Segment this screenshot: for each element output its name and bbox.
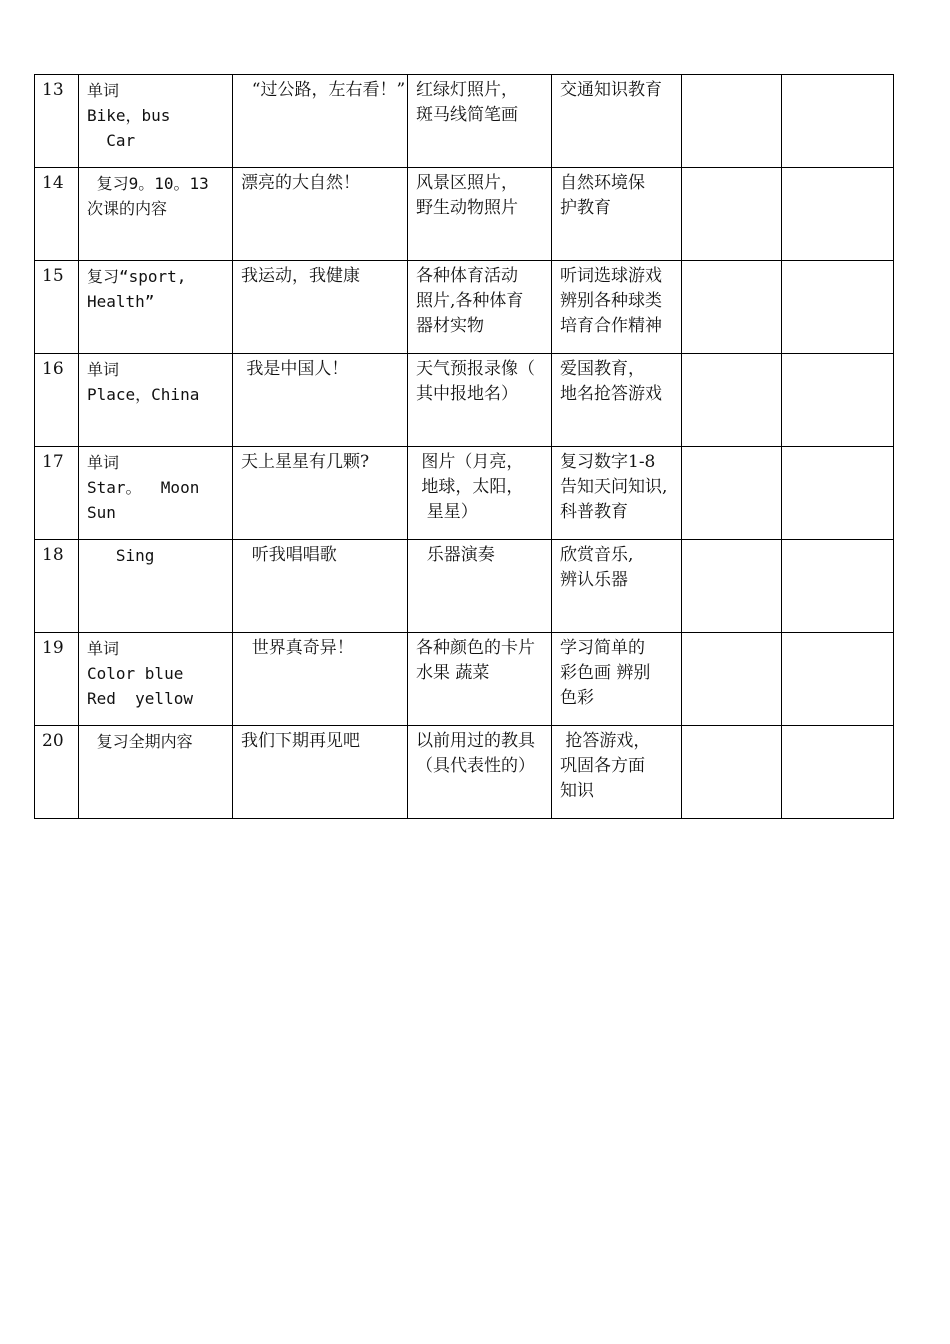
lesson-plan-table — [34, 74, 894, 819]
lesson-number-cell: 16 — [35, 354, 79, 447]
lesson-theme-cell — [233, 633, 408, 726]
cell-text-line: 单词 — [87, 453, 120, 472]
lesson-theme-cell — [233, 75, 408, 168]
lesson-materials-cell — [408, 354, 552, 447]
lesson-number-cell: 19 — [35, 633, 79, 726]
lesson-goals-cell — [552, 261, 682, 354]
blank-cell — [682, 354, 782, 447]
blank-cell — [782, 633, 894, 726]
cell-text-line: 单词 — [87, 360, 120, 379]
lesson-materials-cell — [408, 75, 552, 168]
cell-text-line: 欣赏音乐, — [560, 545, 634, 565]
lesson-goals-cell — [552, 633, 682, 726]
lesson-materials-cell — [408, 168, 552, 261]
cell-text-line: 照片,各种体育 — [416, 291, 524, 311]
cell-text-line: 知识 — [560, 781, 594, 801]
lesson-content-cell — [79, 540, 233, 633]
lesson-theme-cell — [233, 261, 408, 354]
table-row — [35, 261, 894, 354]
lesson-theme-cell — [233, 726, 408, 819]
lesson-materials-cell — [408, 261, 552, 354]
lesson-number-cell: 17 — [35, 447, 79, 540]
cell-text-line: 各种颜色的卡片 — [416, 638, 535, 658]
cell-text-line: 培育合作精神 — [560, 316, 662, 336]
cell-text-line: 世界真奇异！ — [241, 638, 354, 658]
lesson-materials-cell — [408, 726, 552, 819]
cell-text-line: 交通知识教育 — [560, 80, 662, 100]
blank-cell — [782, 354, 894, 447]
blank-cell — [682, 75, 782, 168]
table-row — [35, 540, 894, 633]
blank-cell — [782, 726, 894, 819]
blank-cell — [682, 447, 782, 540]
cell-text-line: Red yellow — [87, 689, 193, 708]
cell-text-line: 学习简单的 — [560, 638, 645, 658]
table-row — [35, 354, 894, 447]
cell-text-line: 各种体育活动 — [416, 266, 518, 286]
blank-cell — [782, 447, 894, 540]
lesson-content-cell — [79, 354, 233, 447]
cell-text-line: 巩固各方面 — [560, 756, 645, 776]
cell-text-line: 以前用过的教具 — [416, 731, 535, 751]
blank-cell — [782, 540, 894, 633]
cell-text-line: 自然环境保 — [560, 173, 645, 193]
cell-text-line: 地名抢答游戏 — [560, 384, 662, 404]
cell-text-line: Color blue — [87, 664, 184, 683]
blank-cell — [782, 261, 894, 354]
lesson-content-cell — [79, 75, 233, 168]
lesson-goals-cell — [552, 75, 682, 168]
table-row — [35, 633, 894, 726]
cell-text-line: 彩色画 辨别 — [560, 663, 651, 683]
cell-text-line: 水果 蔬菜 — [416, 663, 490, 683]
blank-cell — [682, 726, 782, 819]
cell-text-line: Health” — [87, 292, 155, 311]
blank-cell — [682, 633, 782, 726]
cell-text-line: 地球，太阳， — [416, 477, 524, 497]
table-row — [35, 75, 894, 168]
lesson-number-cell: 15 — [35, 261, 79, 354]
lesson-number-cell: 18 — [35, 540, 79, 633]
cell-text-line: “过公路，左右看！” — [241, 80, 406, 100]
lesson-materials-cell — [408, 633, 552, 726]
cell-text-line: Car — [87, 131, 136, 150]
cell-text-line: 图片（月亮， — [416, 452, 524, 472]
lesson-content-cell — [79, 726, 233, 819]
lesson-goals-cell — [552, 168, 682, 261]
lesson-number-cell: 20 — [35, 726, 79, 819]
cell-text-line: 告知天问知识, — [560, 477, 668, 497]
lesson-goals-cell — [552, 447, 682, 540]
cell-text-line: Place，China — [87, 385, 200, 404]
table-row — [35, 168, 894, 261]
lesson-content-cell — [79, 447, 233, 540]
cell-text-line: 乐器演奏 — [416, 545, 495, 565]
blank-cell — [682, 261, 782, 354]
table-row — [35, 447, 894, 540]
cell-text-line: 漂亮的大自然！ — [241, 173, 360, 193]
cell-text-line: 复习9。10。13 — [87, 174, 209, 193]
lesson-materials-cell — [408, 540, 552, 633]
cell-text-line: 我们下期再见吧 — [241, 731, 360, 751]
cell-text-line: 天上星星有几颗? — [241, 452, 370, 472]
table-body — [35, 75, 894, 819]
cell-text-line: 单词 — [87, 639, 120, 658]
lesson-content-cell — [79, 261, 233, 354]
lesson-goals-cell — [552, 540, 682, 633]
cell-text-line: 天气预报录像（ — [416, 359, 535, 379]
cell-text-line: 星星） — [416, 502, 478, 522]
lesson-theme-cell — [233, 168, 408, 261]
cell-text-line: 复习数字1-8 — [560, 452, 656, 472]
cell-text-line: 辨认乐器 — [560, 570, 628, 590]
cell-text-line: 野生动物照片 — [416, 198, 518, 218]
lesson-content-cell — [79, 633, 233, 726]
cell-text-line: 单词 — [87, 81, 120, 100]
blank-cell — [682, 540, 782, 633]
cell-text-line: 斑马线简笔画 — [416, 105, 518, 125]
cell-text-line: 复习全期内容 — [87, 732, 193, 751]
cell-text-line: 复习“sport, — [87, 267, 187, 286]
cell-text-line: 色彩 — [560, 688, 594, 708]
cell-text-line: 风景区照片， — [416, 173, 518, 193]
table-row — [35, 726, 894, 819]
cell-text-line: 听我唱唱歌 — [241, 545, 337, 565]
cell-text-line: 听词选球游戏 — [560, 266, 662, 286]
lesson-goals-cell — [552, 726, 682, 819]
cell-text-line: 辨别各种球类 — [560, 291, 662, 311]
lesson-theme-cell — [233, 354, 408, 447]
cell-text-line: 护教育 — [560, 198, 611, 218]
cell-text-line: 器材实物 — [416, 316, 484, 336]
cell-text-line: 爱国教育， — [560, 359, 645, 379]
cell-text-line: 次课的内容 — [87, 199, 168, 218]
cell-text-line: Sing — [87, 546, 155, 565]
cell-text-line: 我运动，我健康 — [241, 266, 360, 286]
blank-cell — [782, 75, 894, 168]
cell-text-line: Sun — [87, 503, 116, 522]
blank-cell — [682, 168, 782, 261]
blank-cell — [782, 168, 894, 261]
cell-text-line: Star。 Moon — [87, 478, 200, 497]
cell-text-line: 红绿灯照片， — [416, 80, 518, 100]
lesson-theme-cell — [233, 447, 408, 540]
cell-text-line: 科普教育 — [560, 502, 628, 522]
lesson-goals-cell — [552, 354, 682, 447]
cell-text-line: Bike，bus — [87, 106, 171, 125]
cell-text-line: 抢答游戏， — [560, 731, 651, 751]
cell-text-line: （具代表性的） — [416, 756, 535, 776]
lesson-content-cell — [79, 168, 233, 261]
lesson-number-cell: 14 — [35, 168, 79, 261]
cell-text-line: 其中报地名） — [416, 384, 518, 404]
lesson-materials-cell — [408, 447, 552, 540]
cell-text-line: 我是中国人！ — [241, 359, 349, 379]
lesson-number-cell: 13 — [35, 75, 79, 168]
lesson-theme-cell — [233, 540, 408, 633]
